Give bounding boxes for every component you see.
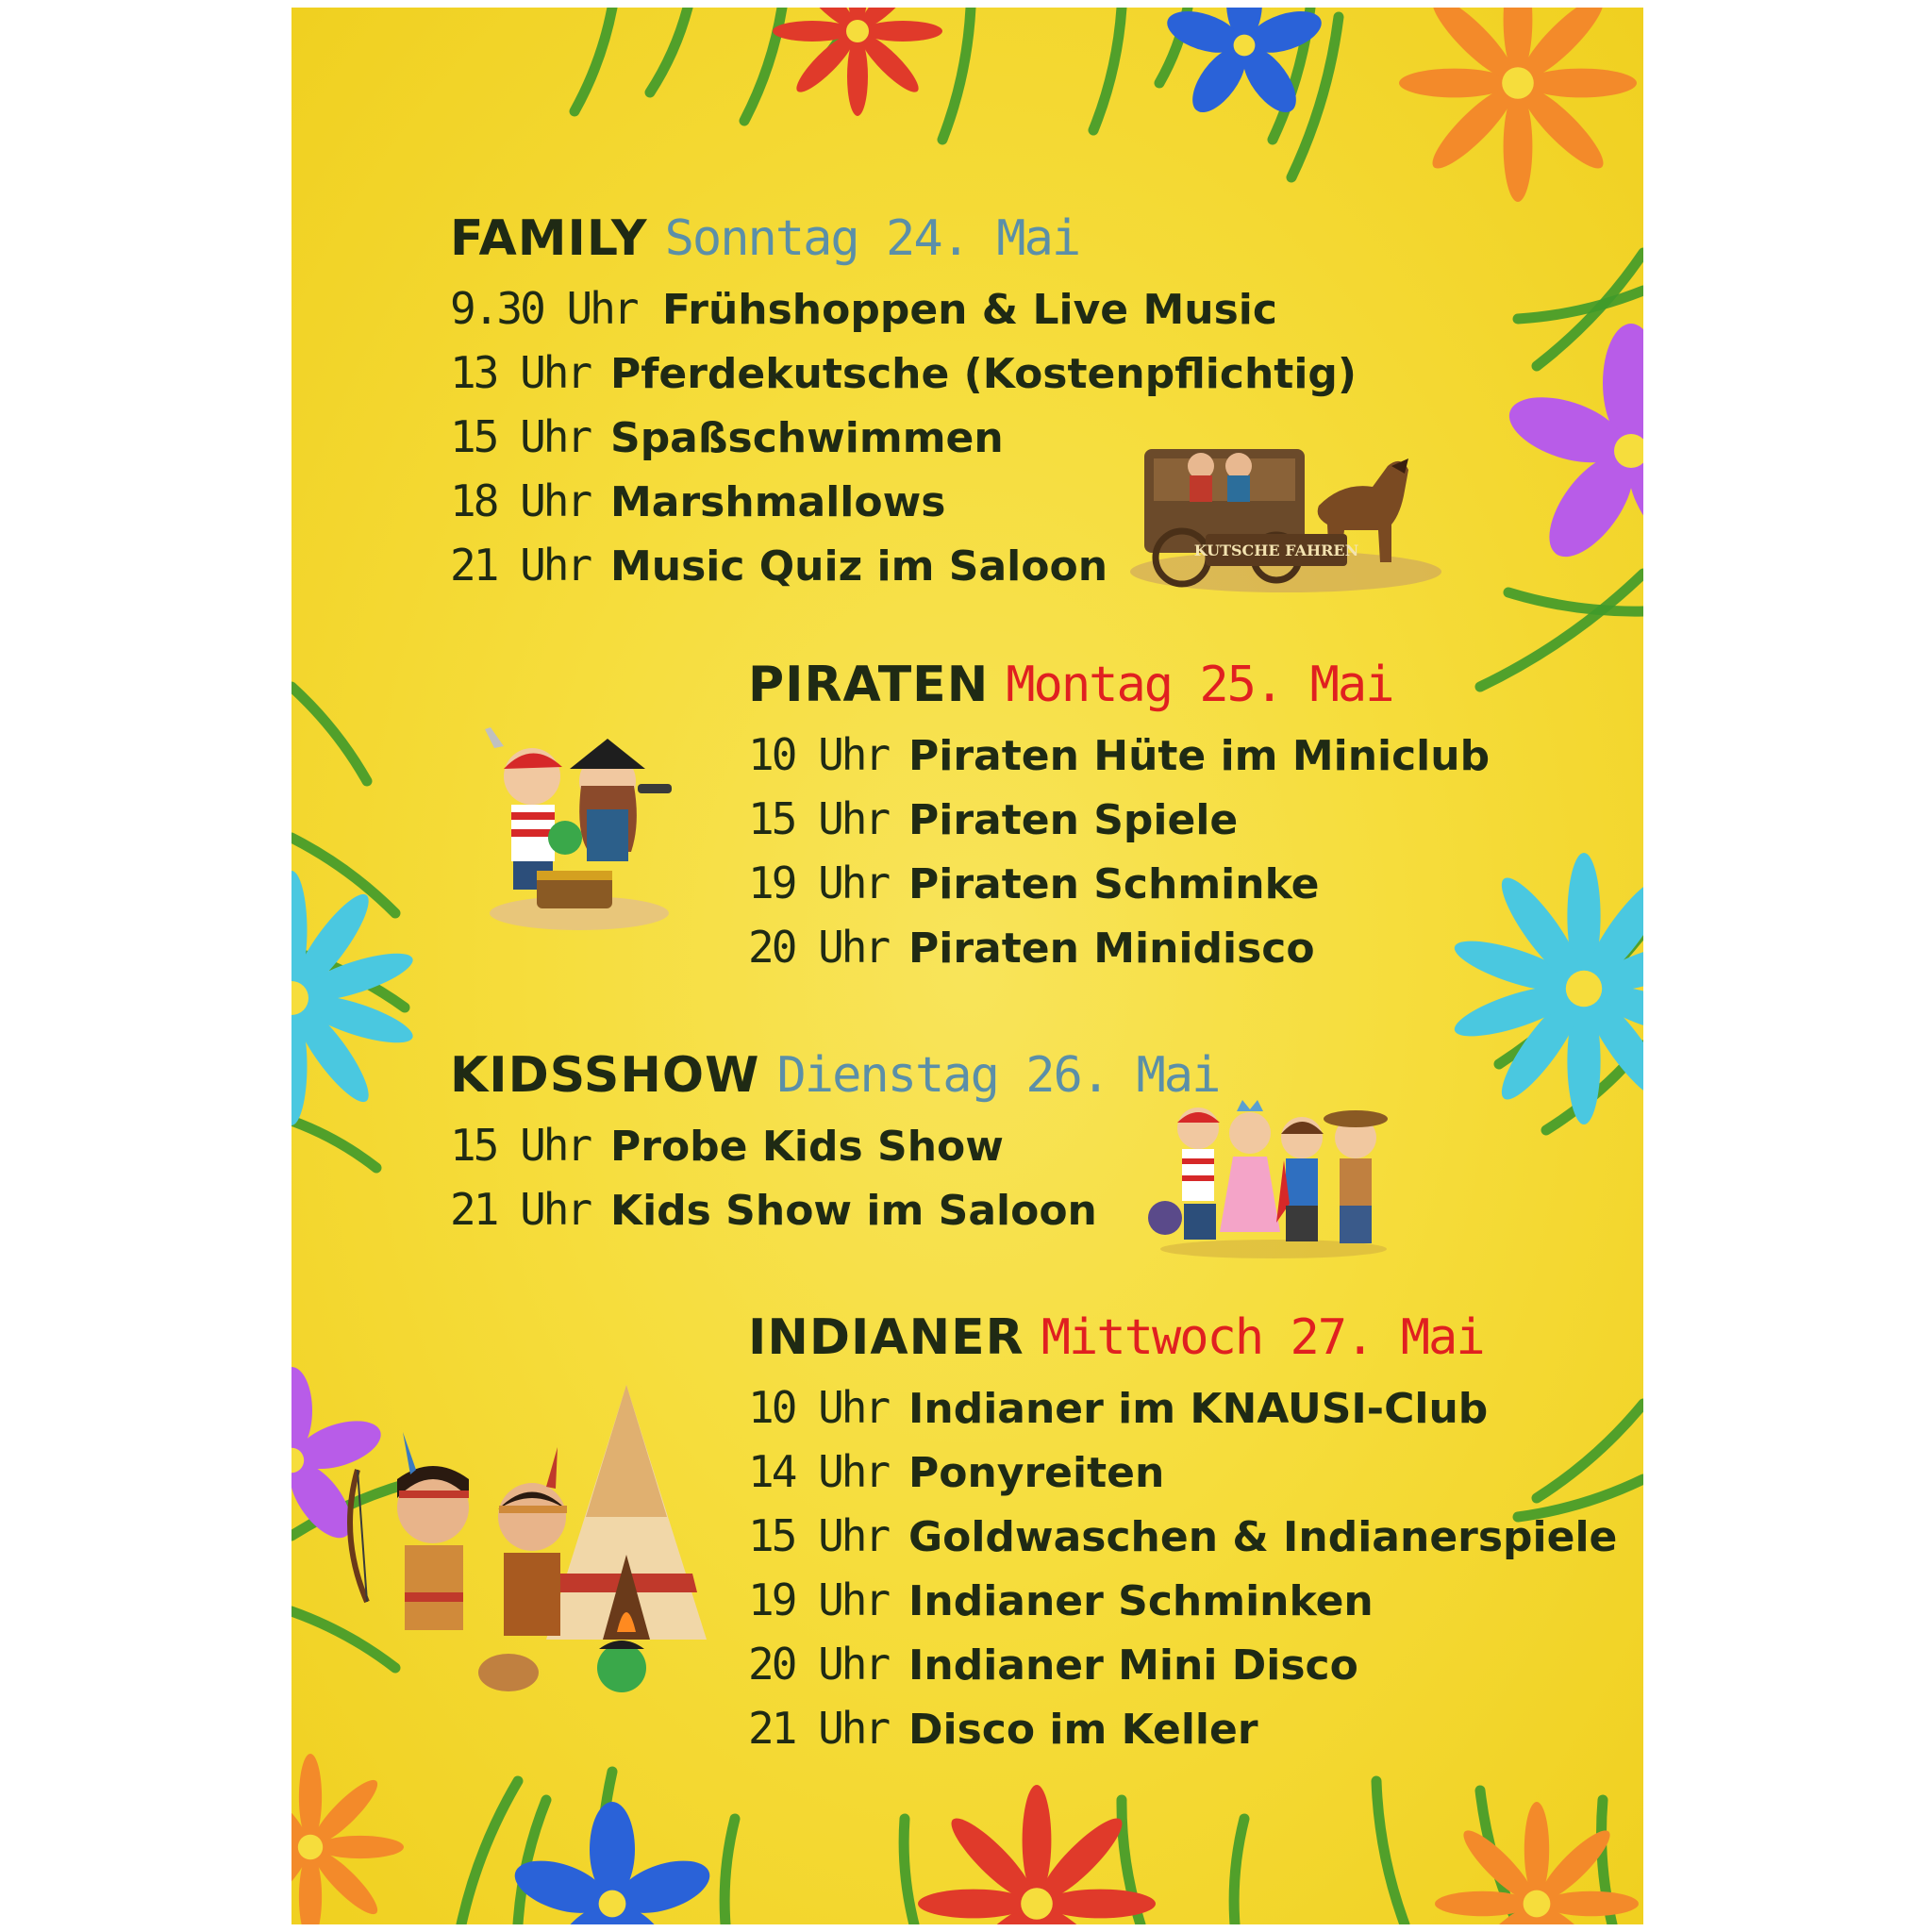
leaf (1376, 1781, 1405, 1924)
section-date: Dienstag 26. Mai (776, 1047, 1220, 1104)
section-title: PIRATEN (748, 657, 990, 713)
event-time: 21 Uhr (748, 1703, 889, 1754)
event-time: 21 Uhr (450, 540, 591, 591)
event-row (748, 1639, 1617, 1703)
event-time: 20 Uhr (748, 922, 889, 973)
event-time: 21 Uhr (450, 1184, 591, 1235)
carriage-sign-label: KUTSCHE FAHREN (1193, 541, 1359, 559)
event-label: Frühshoppen & Live Music (662, 286, 1277, 334)
event-row (748, 1446, 1617, 1510)
event-label: Spaßschwimmen (610, 414, 1004, 462)
event-label: Ponyreiten (908, 1449, 1165, 1497)
event-label: Piraten Spiele (908, 796, 1239, 844)
flower (1501, 324, 1643, 571)
leaf (650, 8, 688, 92)
event-label: Music Quiz im Saloon (610, 542, 1108, 591)
event-label: Disco im Keller (908, 1706, 1258, 1754)
section-date: Montag 25. Mai (1006, 657, 1393, 713)
event-row (748, 1703, 1617, 1767)
section-title: INDIANER (748, 1309, 1024, 1366)
event-time: 19 Uhr (748, 858, 889, 908)
pirate-kids-icon (475, 710, 683, 937)
horse-carriage-icon (1125, 392, 1451, 595)
event-row (450, 1184, 1219, 1248)
leaf (724, 1819, 735, 1924)
event-label: Marshmallows (610, 478, 946, 526)
event-row (748, 1382, 1617, 1446)
event-label: Kids Show im Saloon (610, 1187, 1097, 1235)
event-label: Indianer Schminken (908, 1577, 1374, 1625)
event-row (748, 729, 1490, 793)
leaf (1234, 1819, 1244, 1924)
event-label: Indianer im KNAUSI-Club (908, 1385, 1489, 1433)
event-time: 18 Uhr (450, 475, 591, 526)
event-time: 15 Uhr (450, 1120, 591, 1171)
section-date: Sonntag 24. Mai (664, 210, 1080, 267)
event-time: 15 Uhr (748, 1510, 889, 1561)
section-title: KIDSSHOW (450, 1047, 760, 1104)
event-row (748, 1510, 1617, 1574)
event-list (748, 729, 1490, 986)
section-date: Mittwoch 27. Mai (1041, 1309, 1484, 1366)
event-time: 19 Uhr (748, 1574, 889, 1625)
event-label: Indianer Mini Disco (908, 1641, 1358, 1690)
leaf (291, 1121, 376, 1168)
event-time: 10 Uhr (748, 729, 889, 780)
event-time: 15 Uhr (748, 793, 889, 844)
event-time: 13 Uhr (450, 347, 591, 398)
event-list (450, 1120, 1219, 1248)
event-time: 15 Uhr (450, 411, 591, 462)
event-label: Probe Kids Show (610, 1123, 1004, 1171)
flower (1399, 8, 1637, 202)
event-time: 20 Uhr (748, 1639, 889, 1690)
event-time: 14 Uhr (748, 1446, 889, 1497)
event-label: Piraten Schminke (908, 860, 1320, 908)
leaf (904, 1819, 914, 1924)
event-row (748, 1574, 1617, 1639)
leaf (1093, 8, 1122, 130)
leaf (461, 1781, 518, 1924)
section-kidsshow (450, 1042, 1219, 1248)
costumed-kids-icon (1146, 1091, 1401, 1262)
section-title: FAMILY (450, 210, 648, 267)
event-time: 9.30 Uhr (450, 283, 637, 334)
event-label: Pferdekutsche (Kostenpflichtig) (610, 350, 1357, 398)
event-label: Goldwaschen & Indianerspiele (908, 1513, 1618, 1561)
event-row (748, 922, 1490, 986)
leaf (744, 8, 782, 121)
event-row (748, 858, 1490, 922)
event-row (748, 793, 1490, 858)
section-heading (450, 206, 1357, 272)
event-row (450, 283, 1357, 347)
flower (291, 1754, 404, 1924)
native-kids-teepee-icon (320, 1366, 725, 1701)
flower (773, 8, 942, 116)
event-poster (291, 8, 1643, 1924)
event-label: Piraten Hüte im Miniclub (908, 732, 1491, 780)
flower (1435, 1802, 1639, 1924)
section-heading (748, 652, 1490, 718)
section-piraten (748, 652, 1490, 986)
leaf (942, 8, 971, 140)
event-time: 10 Uhr (748, 1382, 889, 1433)
event-label: Piraten Minidisco (908, 924, 1315, 973)
event-row (450, 1120, 1219, 1184)
section-heading (748, 1305, 1617, 1371)
leaf (575, 8, 612, 111)
leaf (291, 838, 395, 913)
section-indianer (748, 1305, 1617, 1767)
leaf (1518, 291, 1643, 319)
leaf (291, 687, 367, 781)
event-list (748, 1382, 1617, 1767)
section-heading (450, 1042, 1219, 1108)
